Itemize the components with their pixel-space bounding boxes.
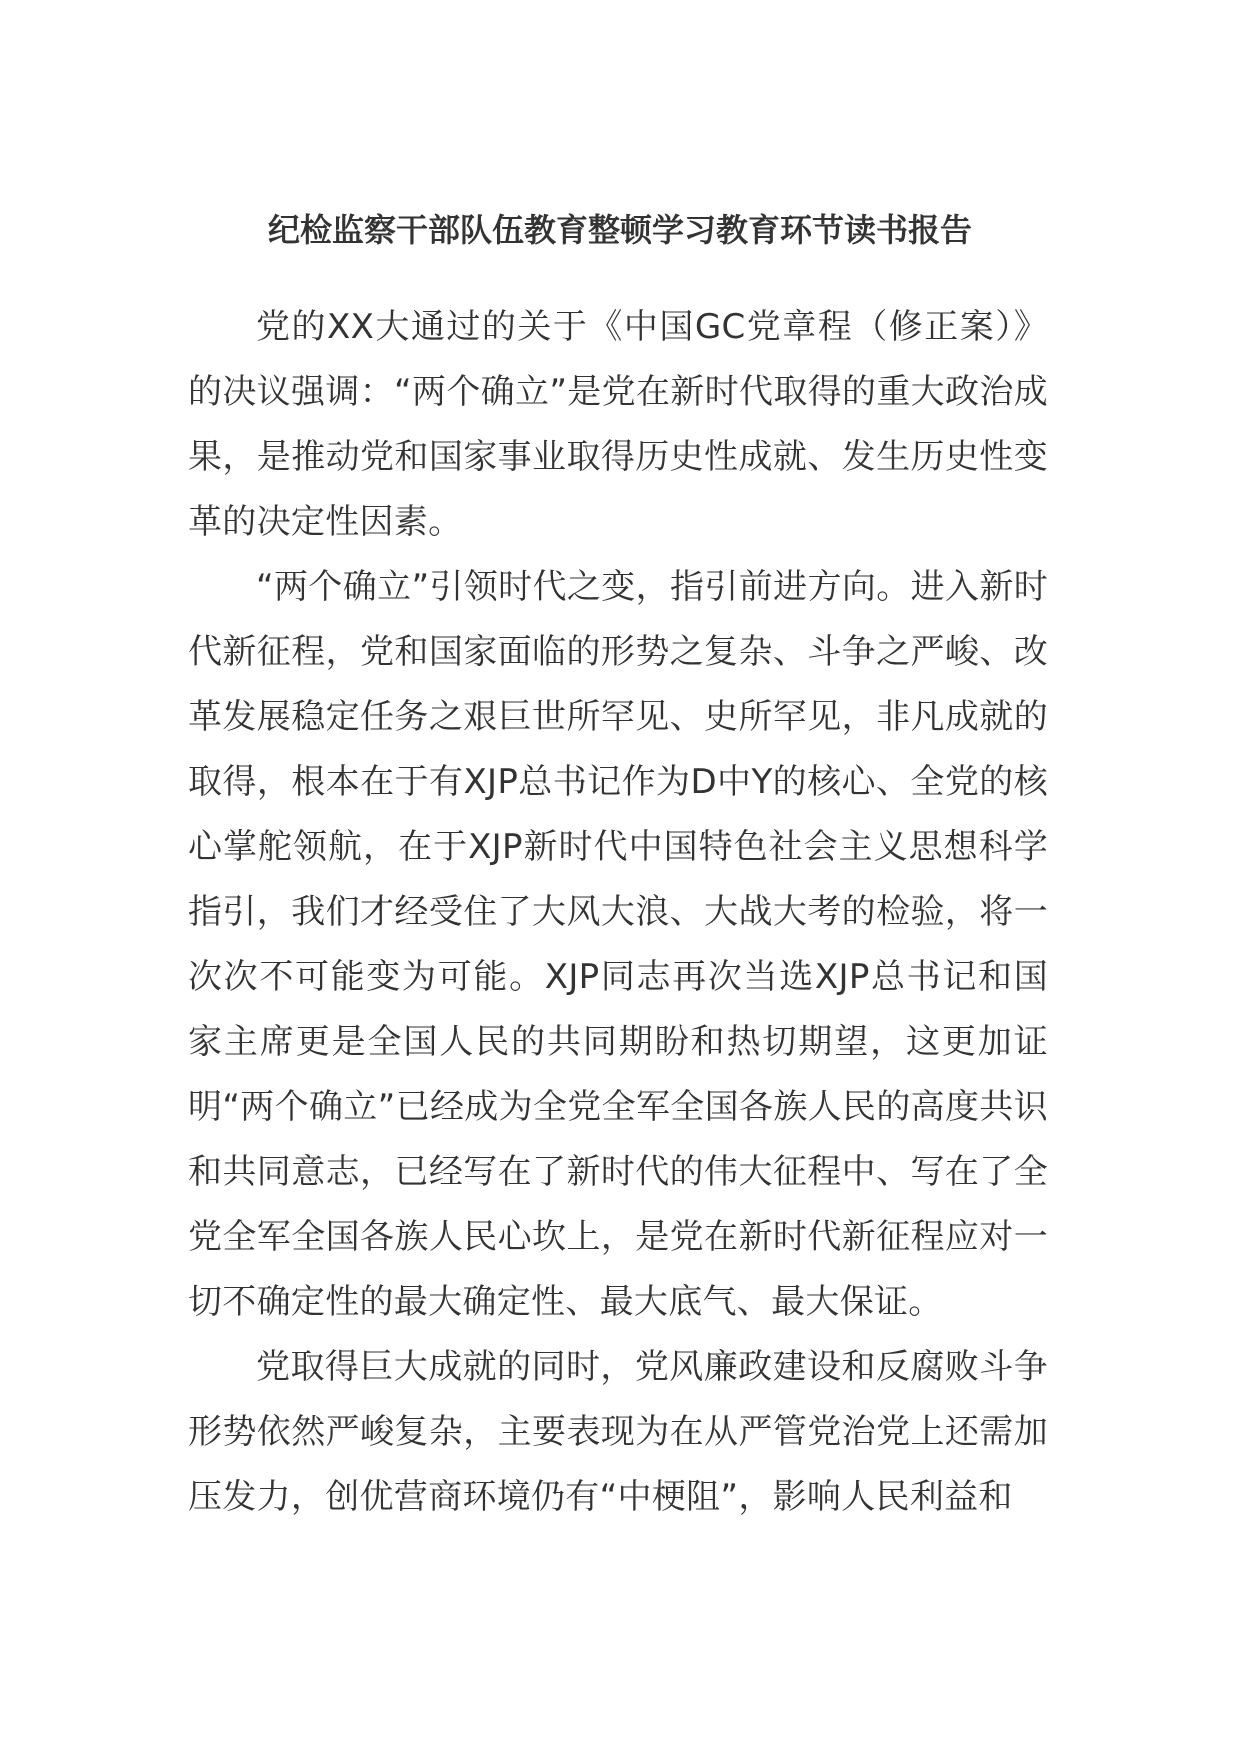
paragraph-1: 党的XX大通过的关于《中国GC党章程（修正案）》的决议强调：“两个确立”是党在新时代取得的重大政治成果，是推动党和国家事业取得历史性成就、发生历史性变革的决定性因素。 — [188, 307, 1048, 542]
paragraph-2: “两个确立”引领时代之变，指引前进方向。进入新时代新征程，党和国家面临的形势之复杂、斗争之严峻、改革发展稳定任务之艰巨世所罕见、史所罕见，非凡成就的取得，根本在于有XJP总书记作为D中Y的核心、全党的核心掌舵领航，在于XJP新时代中国特色社会主义思想科学指引，我们才经受住了大风大浪、大战大考的检验，将一次次不可能变为可能。XJP同志再次当选XJP总书记和国家主席更是全国人民的共同期盼和热切期望，这更加证明“两个确立”已经成为全党全军全国各族人民的高度共识和共同意志，已经写在了新时代的伟大征程中、写在了全党全军全国各族人民心坎上，是党在新时代新征程应对一切不确定性的最大确定性、最大底气、最大保证。 — [188, 567, 1048, 1322]
document-title: 纪检监察干部队伍教育整顿学习教育环节读书报告 — [267, 211, 972, 249]
document-body — [188, 295, 1048, 1530]
paragraph-3: 党取得巨大成就的同时，党风廉政建设和反腐败斗争形势依然严峻复杂，主要表现为在从严管党治党上还需加压发力，创优营商环境仍有“中梗阻”，影响人民利益和 — [188, 1347, 1048, 1517]
